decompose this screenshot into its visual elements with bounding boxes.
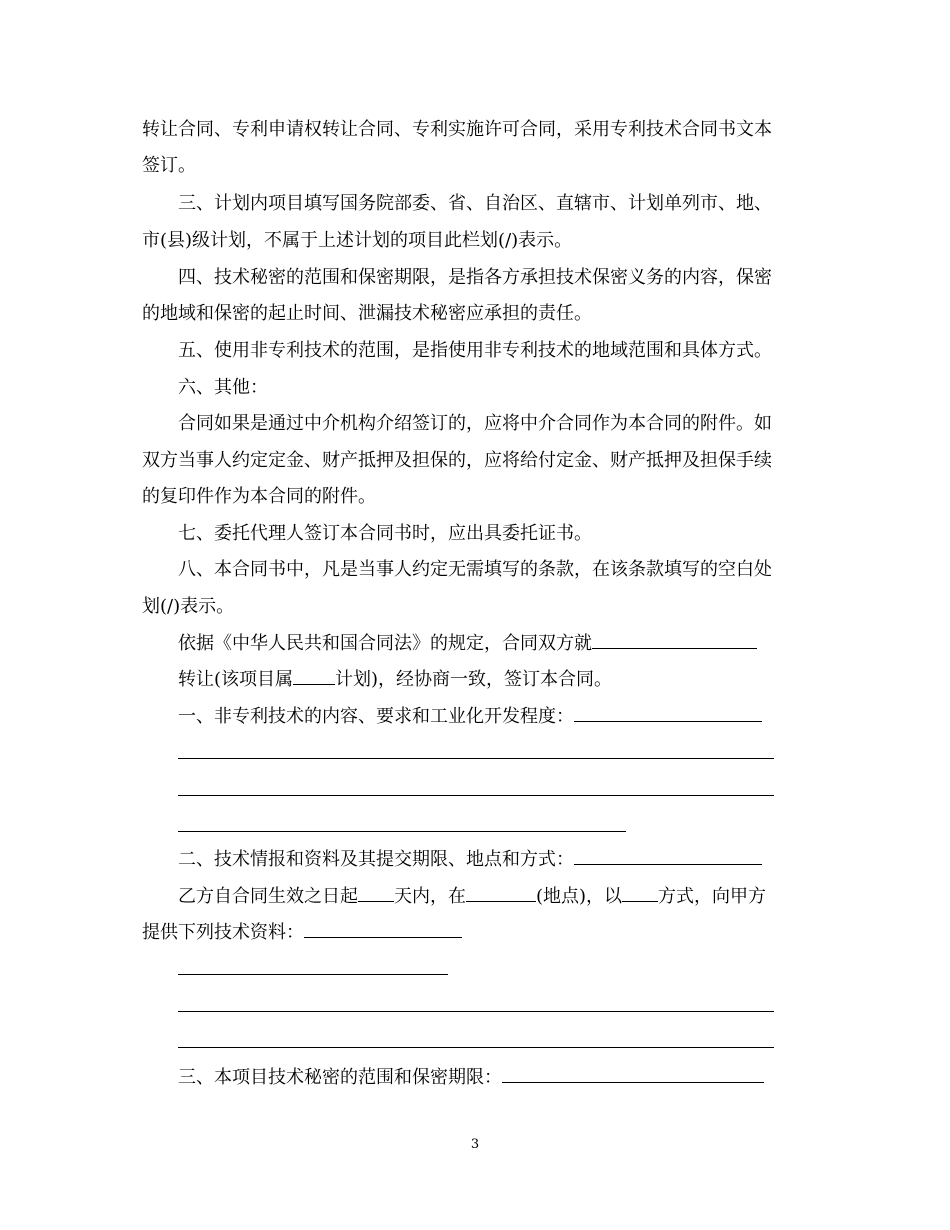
section-1-fill-line[interactable] (178, 758, 774, 759)
paragraph-line: 六、其他： (178, 377, 268, 398)
section-3-label: 三、本项目技术秘密的范围和保密期限： (178, 1067, 502, 1088)
form-line-party-b (178, 885, 766, 909)
plan-type-blank[interactable] (293, 668, 335, 685)
materials-fill-line[interactable] (178, 1011, 774, 1012)
party-b-text-d: 方式，向甲方 (658, 886, 767, 907)
paragraph-line: 七、委托代理人签订本合同书时，应出具委托证书。 (178, 523, 592, 544)
section-1-heading (178, 705, 762, 729)
paragraph-line: 双方当事人约定定金、财产抵押及担保的，应将给付定金、财产抵押及担保手续 (142, 450, 772, 471)
materials-fill-line[interactable] (178, 1047, 774, 1048)
paragraph-line: 四、技术秘密的范围和保密期限，是指各方承担技术保密义务的内容，保密 (178, 267, 772, 288)
section-2-label: 二、技术情报和资料及其提交期限、地点和方式： (178, 849, 574, 870)
section-3-blank[interactable] (502, 1066, 764, 1083)
paragraph-line: 的复印件作为本合同的附件。 (142, 486, 376, 507)
project-name-blank[interactable] (592, 632, 757, 649)
section-1-fill-line[interactable] (178, 795, 774, 796)
party-b-text-b: 天内，在 (394, 886, 466, 907)
paragraph-line: 市(县)级计划，不属于上述计划的项目此栏划(/)表示。 (142, 230, 573, 251)
form-line-transfer (178, 668, 612, 692)
section-3-heading (178, 1066, 764, 1090)
section-2-blank[interactable] (574, 848, 762, 865)
section-1-blank[interactable] (574, 705, 762, 722)
paragraph-line: 八、本合同书中，凡是当事人约定无需填写的条款，在该条款填写的空白处 (178, 559, 772, 580)
materials-fill-line[interactable] (178, 974, 448, 975)
paragraph-line: 的地域和保密的起止时间、泄漏技术秘密应承担的责任。 (142, 303, 592, 324)
method-blank[interactable] (622, 885, 658, 902)
section-1-label: 一、非专利技术的内容、要求和工业化开发程度： (178, 706, 574, 727)
paragraph-line: 三、计划内项目填写国务院部委、省、自治区、直辖市、计划单列市、地、 (178, 193, 772, 214)
section-2-heading (178, 848, 762, 872)
paragraph-line: 划(/)表示。 (142, 596, 235, 617)
form-line-provide (142, 921, 462, 945)
transfer-text-a: 转让(该项目属 (178, 669, 294, 690)
location-blank[interactable] (466, 885, 536, 902)
paragraph-line: 转让合同、专利申请权转让合同、专利实施许可合同，采用专利技术合同书文本 (142, 119, 772, 140)
materials-blank[interactable] (304, 921, 462, 938)
party-b-text-c: (地点)，以 (536, 886, 623, 907)
paragraph-line: 合同如果是通过中介机构介绍签订的，应将中介合同作为本合同的附件。如 (178, 413, 772, 434)
paragraph-line: 签订。 (142, 155, 196, 176)
section-1-fill-line[interactable] (178, 831, 626, 832)
page-number: 3 (470, 1137, 480, 1152)
provide-label: 提供下列技术资料： (142, 922, 304, 943)
basis-text: 依据《中华人民共和国合同法》的规定，合同双方就 (178, 633, 592, 654)
party-b-text-a: 乙方自合同生效之日起 (178, 886, 358, 907)
transfer-text-b: 计划)，经协商一致，签订本合同。 (335, 669, 613, 690)
paragraph-line: 五、使用非专利技术的范围，是指使用非专利技术的地域范围和具体方式。 (178, 340, 772, 361)
days-blank[interactable] (358, 885, 394, 902)
form-line-basis (178, 632, 757, 656)
